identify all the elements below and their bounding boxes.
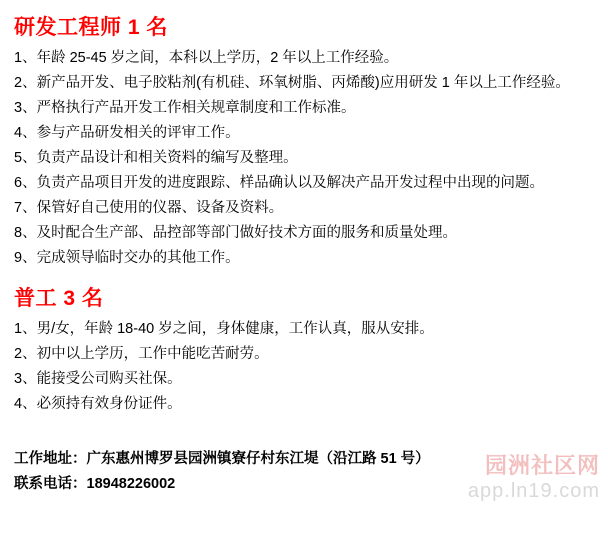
watermark-site-name: 园洲社区网 bbox=[484, 453, 600, 478]
requirement-item: 2、新产品开发、电子胶粘剂(有机硅、环氧树脂、丙烯酸)应用研发 1 年以上工作经验。 bbox=[14, 75, 570, 91]
requirement-item: 6、负责产品项目开发的进度跟踪、样品确认以及解决产品开发过程中出现的问题。 bbox=[14, 175, 545, 191]
work-address: 工作地址：广东惠州博罗县园洲镇寮仔村东江堤（沿江路 51 号） bbox=[14, 451, 430, 467]
requirement-item: 2、初中以上学历，工作中能吃苦耐劳。 bbox=[14, 346, 269, 362]
requirement-item: 4、必须持有效身份证件。 bbox=[14, 396, 182, 412]
requirement-item: 3、能接受公司购买社保。 bbox=[14, 371, 182, 387]
job-title-engineer: 研发工程师 1 名 bbox=[14, 16, 168, 39]
requirement-item: 3、严格执行产品开发工作相关规章制度和工作标准。 bbox=[14, 100, 356, 116]
requirement-item: 5、负责产品设计和相关资料的编写及整理。 bbox=[14, 150, 298, 166]
contact-footer bbox=[14, 447, 594, 497]
requirement-item: 1、男/女，年龄 18-40 岁之间，身体健康，工作认真，服从安排。 bbox=[14, 321, 434, 337]
requirement-item: 7、保管好自己使用的仪器、设备及资料。 bbox=[14, 200, 284, 216]
requirement-item: 8、及时配合生产部、品控部等部门做好技术方面的服务和质量处理。 bbox=[14, 225, 458, 241]
watermark-site-url: app.ln19.com bbox=[467, 480, 600, 502]
contact-phone: 联系电话：18948226002 bbox=[14, 476, 176, 492]
requirement-item: 9、完成领导临时交办的其他工作。 bbox=[14, 250, 240, 266]
requirement-item: 1、年龄 25-45 岁之间，本科以上学历，2 年以上工作经验。 bbox=[14, 50, 399, 66]
requirement-item: 4、参与产品研发相关的评审工作。 bbox=[14, 125, 240, 141]
job-title-general-worker: 普工 3 名 bbox=[14, 287, 104, 310]
